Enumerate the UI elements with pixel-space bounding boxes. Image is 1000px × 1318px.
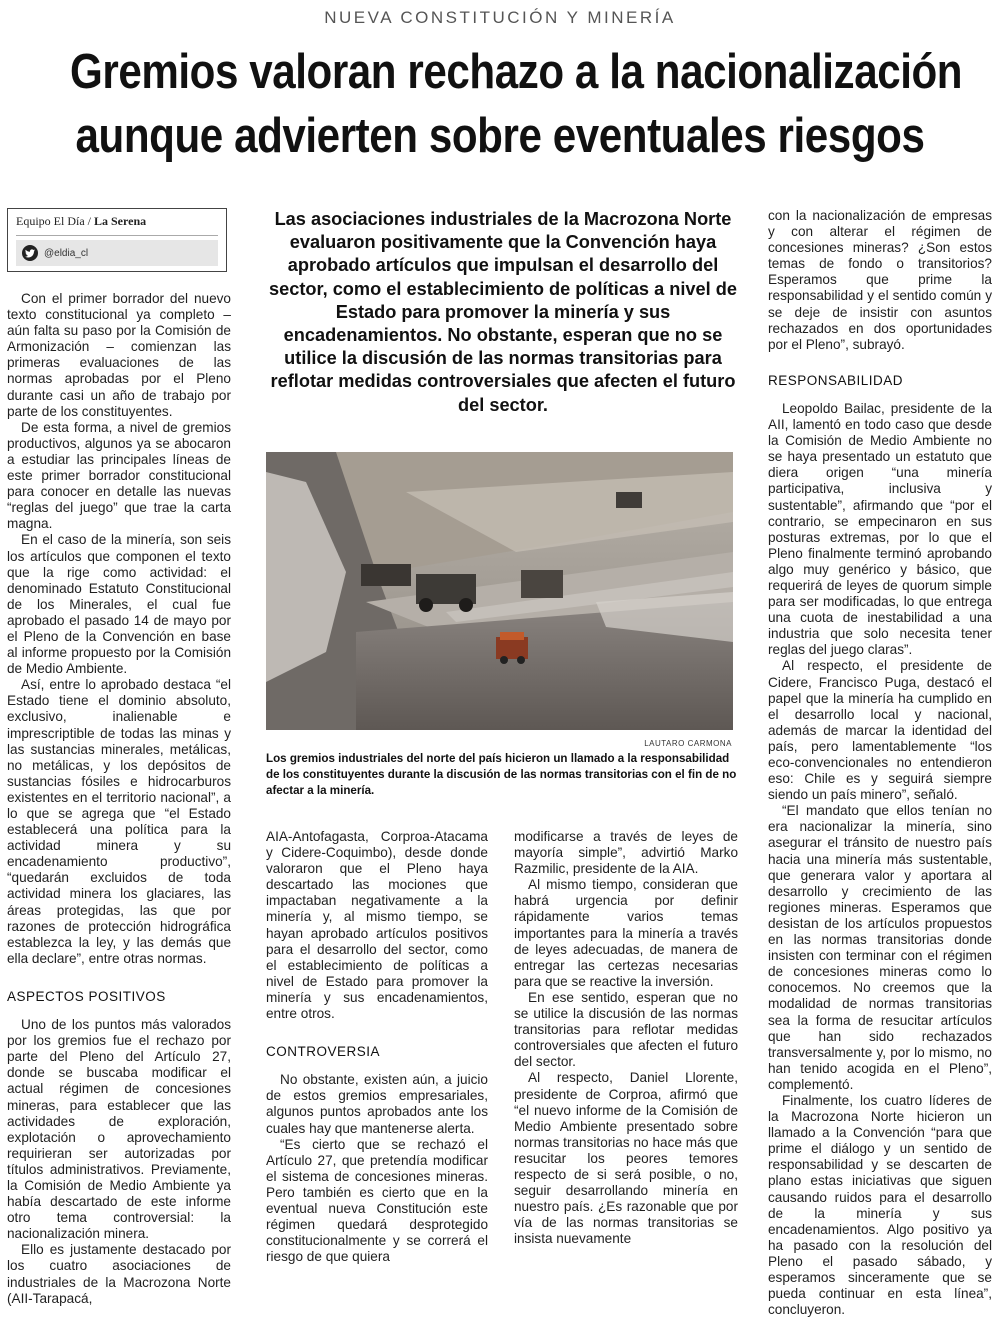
paragraph: No obstante, existen aún, a juicio de estos gremios empresariales, algunos puntos aprobados ante los cuales hay que mantenerse alerta. bbox=[266, 1072, 488, 1136]
paragraph: “El mandato que ellos tenían no era nacionalizar la minería, sino asegurar el tránsito de nuestro país hacia una minería más sustentable, que generara valor y aportara al desarrollo y crecimiento de las regiones mineras. Esperamos que desistan de los artículos propuestos en las normas transitorias donde insisten con terminar con el régimen de concesiones mineras como lo conocemos. No creemos que la modalidad de normas transitorias sea la forma de resucitar artículos que han sido rechazados transversalmente y, por lo mismo, no han tenido acogida en el Pleno”, complementó. bbox=[768, 803, 992, 1092]
section-label: NUEVA CONSTITUCIÓN Y MINERÍA bbox=[324, 8, 676, 27]
byline-social bbox=[16, 240, 218, 266]
paragraph: Con el primer borrador del nuevo texto constitucional ya completo – aún falta su paso por la Comisión de Armonización – comienzan las primeras evaluaciones de las normas aprobadas por el Pleno durante casi un año de trabajo por parte de los constituyentes. bbox=[7, 291, 231, 419]
byline-location: La Serena bbox=[94, 214, 147, 228]
paragraph: En ese sentido, esperan que no se utilice la discusión de las normas transitorias para reflotar medidas controversiales que afecten el futuro del sector. bbox=[514, 989, 738, 1070]
byline-box bbox=[7, 208, 227, 272]
paragraph: Uno de los puntos más valorados por los gremios fue el rechazo por parte del Pleno del Artículo 27, donde se buscaba modificar el actual régimen de concesiones mineras, para establecer que las actividades de exploración, explotación o aprovechamiento requirieran ser autorizadas por títulos administrativos. Previamente, la Comisión de Medio Ambiente ya había descartado de este informe otro tema controversial: la nacionalización minera. bbox=[7, 1017, 231, 1242]
headline bbox=[70, 40, 963, 168]
headline-line-1: Gremios valoran rechazo a la nacionalización bbox=[70, 45, 963, 99]
mine-photo bbox=[266, 452, 733, 730]
column-4 bbox=[768, 208, 992, 1318]
paragraph: con la nacionalización de empresas y con alterar el régimen de concesiones mineras? ¿Son estos temas de fondo o transitorios? Esperamos que prime la responsabilidad y el sentido común y se deje de insistir con asuntos rechazados en dos oportunidades por el Pleno”, subrayó. bbox=[768, 208, 992, 352]
column-1 bbox=[7, 291, 231, 1307]
headline-line-2: aunque advierten sobre eventuales riesgos bbox=[75, 109, 925, 163]
paragraph: Finalmente, los cuatro líderes de la Macrozona Norte hicieron un llamado a la Convención “para que prime el diálogo y un sentido de responsabilidad y se descarten de plano estas iniciativas que siguen causando ruidos para el desarrollo de la minería y sus encadenamientos. Algo positivo ya ha pasado con la resolución del Pleno el pasado sábado, y esperamos sinceramente que se pueda continuar en esta línea”, concluyeron. bbox=[768, 1092, 992, 1318]
column-2 bbox=[266, 829, 488, 1265]
photo-credit: LAUTARO CARMONA bbox=[644, 739, 732, 748]
paragraph: Al respecto, el presidente de Cidere, Francisco Puga, destacó el papel que la minería ha cumplido en el desarrollo local y nacional, además de marcar la identidad del país, pero lamentablemente “los eco-convencionales no entendieron eso: Chile es y seguirá siempre siendo un país minero”, señaló. bbox=[768, 658, 992, 803]
lead-paragraph: Las asociaciones industriales de la Macrozona Norte evaluaron positivamente que la Convención haya aprobado artículos que impulsan el desarrollo del sector, como el establecimiento de políticas a nivel de Estado para promover la minería y sus encadenamientos. No obstante, esperan que no se utilice la discusión de las normas transitorias para reflotar medidas controversiales que afecten el futuro del sector. bbox=[269, 209, 737, 415]
byline-author: Equipo El Día bbox=[16, 214, 85, 228]
byline-separator: / bbox=[87, 214, 91, 228]
paragraph: AIA-Antofagasta, Corproa-Atacama y Cidere-Coquimbo), desde donde valoraron que el Pleno haya descartado las mociones que impactaban negativamente a la minería y, al mismo tiempo, se hayan aprobado artículos positivos para el desarrollo del sector, como el establecimiento de políticas a nivel de Estado para promover la minería y sus encadenamientos, entre otros. bbox=[266, 829, 488, 1022]
paragraph: Al respecto, Daniel Llorente, presidente de Corproa, afirmó que “el nuevo informe de la Comisión de Medio Ambiente presentado sobre normas transitorias no hace más que resucitar los peores temores respecto de si será posible, o no, seguir desarrollando minería en nuestro país. ¿Es razonable que por vía de las normas transitorias se insista nuevamente bbox=[514, 1070, 738, 1247]
paragraph: Leopoldo Bailac, presidente de la AII, lamentó en todo caso que desde la Comisión de Medio Ambiente no se haya presentado un estatuto que diera origen “una minería participativa, inclusiva y sustentable”, afirmando que “por el contrario, se empecinaron en sus posturas extremas, por lo que el Pleno finalmente terminó aprobando algo muy genérico y básico, que requerirá de leyes de quorum simple para ser modificadas, lo que entrega una cuota de inestabilidad a una industria que solo necesita tener reglas del juego claras”. bbox=[768, 400, 992, 658]
twitter-handle[interactable]: @eldia_cl bbox=[44, 247, 89, 259]
paragraph: “Es cierto que se rechazó el Artículo 27, que pretendía modificar el sistema de concesiones mineras. Pero también es cierto que en la eventual nueva Constitución este régimen quedará desprotegido constitucionalmente y se correrá el riesgo de que quiera bbox=[266, 1136, 488, 1265]
paragraph: Ello es justamente destacado por los cuatro asociaciones de industriales de la Macrozona Norte (AII-Tarapacá, bbox=[7, 1242, 231, 1306]
column-3 bbox=[514, 829, 738, 1247]
byline bbox=[16, 214, 218, 229]
subheading-aspectos-positivos: ASPECTOS POSITIVOS bbox=[7, 988, 166, 1004]
subheading-responsabilidad: RESPONSABILIDAD bbox=[768, 372, 904, 388]
paragraph: modificarse a través de leyes de mayoría simple”, advirtió Marko Razmilic, presidente de la AIA. bbox=[514, 829, 738, 877]
paragraph: Al mismo tiempo, consideran que habrá urgencia por definir rápidamente varios temas importantes para la minería a través de leyes adecuadas, de manera de entregar las certezas necesarias para que se reactive la inversión. bbox=[514, 877, 738, 989]
subheading-controversia: CONTROVERSIA bbox=[266, 1044, 381, 1060]
paragraph: De esta forma, a nivel de gremios productivos, algunos ya se abocaron a estudiar las principales líneas de este primer borrador constitucional para conocer en detalle las nuevas “reglas del juego” que trae la carta magna. bbox=[7, 419, 231, 532]
byline-divider bbox=[16, 235, 218, 236]
paragraph: Así, entre lo aprobado destaca “el Estado tiene el dominio absoluto, exclusivo, inalienable e imprescriptible de todas las minas y las sustancias minerales, metálicas, no metálicas, y los depósitos de sustancias fósiles e hidrocarburos existentes en el territorio nacional”, a lo que se agrega que “el Estado establecerá una política para la actividad minera y su encadenamiento productivo”, “quedarán excluidos de toda actividad minera los glaciares, las áreas protegidas, las que por razones de protección hidrográfica establezca la ley, y las demás que ella declare”, entre otras normas. bbox=[7, 677, 231, 966]
twitter-icon bbox=[22, 245, 38, 261]
paragraph: En el caso de la minería, son seis los artículos que componen el texto que la rige como actividad: el denominado Estatuto Constitucional de los Minerales, el cual fue aprobado el pasado 14 de mayo por el Pleno de la Convención en base al informe propuesto por la Comisión de Medio Ambiente. bbox=[7, 532, 231, 677]
photo-caption: Los gremios industriales del norte del país hicieron un llamado a la responsabilidad de los constituyentes durante la discusión de las normas transitorias con el fin de no afectar a la minería. bbox=[266, 752, 737, 798]
